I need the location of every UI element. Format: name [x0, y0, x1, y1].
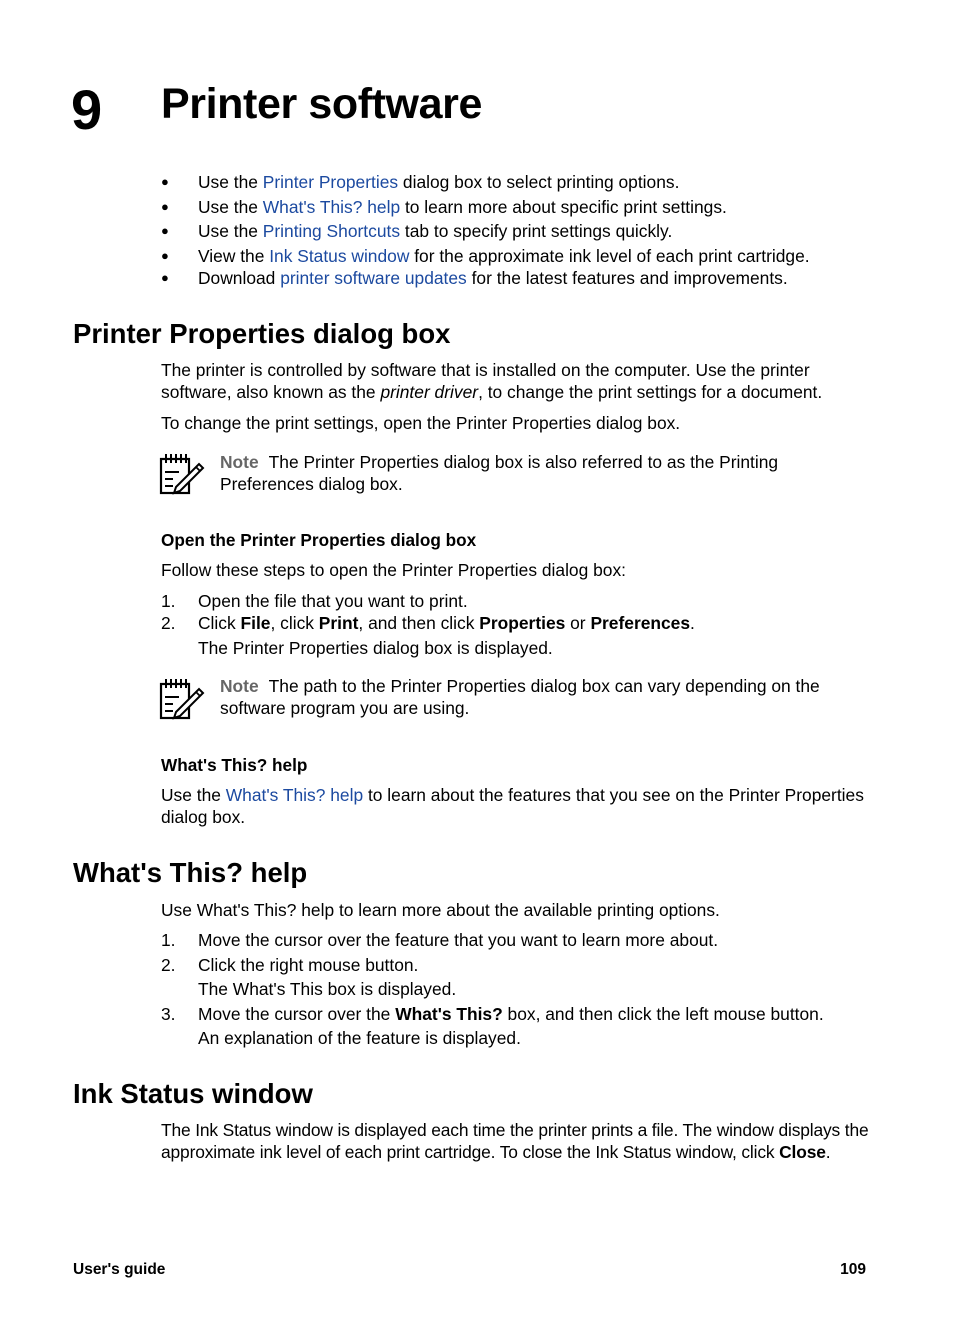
bullet-dot: ●: [161, 270, 169, 285]
paragraph: [161, 359, 871, 403]
paragraph: [161, 784, 871, 828]
bullet-dot: ●: [161, 174, 169, 189]
note-icon: [159, 677, 205, 721]
note-body: The path to the Printer Properties dialog box can vary depending on the software program you are using.: [220, 676, 820, 718]
paragraph-text: Use the: [161, 785, 226, 805]
page-number: 109: [840, 1261, 866, 1278]
link-printing-shortcuts[interactable]: Printing Shortcuts: [262, 221, 401, 241]
section-heading-whats-this: What's This? help: [73, 857, 308, 888]
chapter-number: 9: [71, 78, 102, 141]
bullet-text: Use the: [198, 221, 263, 241]
step-text: Move the cursor over the feature that you want to learn more about.: [198, 930, 719, 950]
bullet-dot: ●: [161, 199, 169, 214]
step-result: An explanation of the feature is displayed.: [198, 1028, 521, 1048]
bold-text: What's This?: [395, 1004, 503, 1024]
chapter-title: Printer software: [161, 80, 482, 128]
note-label: Note: [220, 452, 259, 472]
section-heading-ink-status: Ink Status window: [73, 1078, 313, 1109]
step-number: 3.: [161, 1004, 176, 1024]
link-ink-status-window[interactable]: Ink Status window: [269, 246, 410, 266]
step-result: The What's This box is displayed.: [198, 979, 457, 999]
bullet-text: View the: [198, 246, 270, 266]
paragraph-text: The printer is controlled by software that is installed on the computer. Use the printer software, also known as the: [161, 360, 810, 402]
paragraph-text: to learn about the features that you see on the Printer Properties dialog box.: [161, 785, 864, 827]
step-number: 2.: [161, 613, 176, 633]
step-text: [198, 1003, 878, 1025]
bullet-text: Download: [198, 268, 281, 288]
step-text: Click the right mouse button.: [198, 955, 419, 975]
section-heading-printer-properties: Printer Properties dialog box: [73, 318, 451, 349]
step-number: 1.: [161, 591, 176, 611]
subheading-open-printer-properties: Open the Printer Properties dialog box: [161, 530, 477, 550]
step-number: 1.: [161, 930, 176, 950]
bold-text: File: [240, 613, 271, 633]
link-printer-software-updates[interactable]: printer software updates: [280, 268, 467, 288]
subheading-whats-this: What's This? help: [161, 755, 308, 775]
bullet-text: for the approximate ink level of each print cartridge.: [409, 246, 810, 266]
text-run: , click: [270, 613, 319, 633]
bullet-text: Use the: [198, 197, 263, 217]
paragraph: Use What's This? help to learn more about the available printing options.: [161, 900, 720, 920]
note-text: [220, 675, 870, 719]
text-run: Move the cursor over the: [198, 1004, 396, 1024]
bold-text: Close: [779, 1142, 826, 1162]
text-run: Click: [198, 613, 241, 633]
bold-text: Preferences: [590, 613, 691, 633]
bold-text: Properties: [479, 613, 566, 633]
bullet-text: to learn more about specific print settings.: [400, 197, 727, 217]
footer-left: User's guide: [73, 1261, 166, 1278]
paragraph-text: The Ink Status window is displayed each time the printer prints a file. The window displays the approximate ink level of each print cartridge. To close the Ink Status window, click: [161, 1120, 869, 1162]
paragraph-text: , to change the print settings for a document.: [478, 382, 823, 402]
text-run: or: [565, 613, 591, 633]
step-text: [198, 612, 878, 634]
bullet-dot: ●: [161, 223, 169, 238]
note-text: [220, 451, 870, 495]
emphasis-text: printer driver: [380, 382, 479, 402]
paragraph-text: .: [825, 1142, 831, 1162]
text-run: box, and then click the left mouse button.: [502, 1004, 824, 1024]
link-whats-this-help[interactable]: What's This? help: [262, 197, 401, 217]
bullet-dot: ●: [161, 248, 169, 263]
note-icon: [159, 452, 205, 496]
paragraph: To change the print settings, open the Printer Properties dialog box.: [161, 413, 681, 433]
bullet-text: dialog box to select printing options.: [398, 172, 680, 192]
step-number: 2.: [161, 955, 176, 975]
bullet-text: for the latest features and improvements.: [466, 268, 788, 288]
paragraph: [161, 1119, 871, 1163]
step-result: The Printer Properties dialog box is displayed.: [198, 638, 553, 658]
link-printer-properties[interactable]: Printer Properties: [262, 172, 399, 192]
bold-text: Print: [318, 613, 359, 633]
link-whats-this-help-inline[interactable]: What's This? help: [225, 785, 364, 805]
note-body: The Printer Properties dialog box is also referred to as the Printing Preferences dialog box.: [220, 452, 779, 494]
bullet-text: Use the: [198, 172, 263, 192]
note-label: Note: [220, 676, 259, 696]
bullet-text: tab to specify print settings quickly.: [400, 221, 673, 241]
paragraph: Follow these steps to open the Printer Properties dialog box:: [161, 560, 626, 580]
text-run: , and then click: [358, 613, 480, 633]
step-text: Open the file that you want to print.: [198, 591, 468, 611]
text-run: .: [690, 613, 695, 633]
